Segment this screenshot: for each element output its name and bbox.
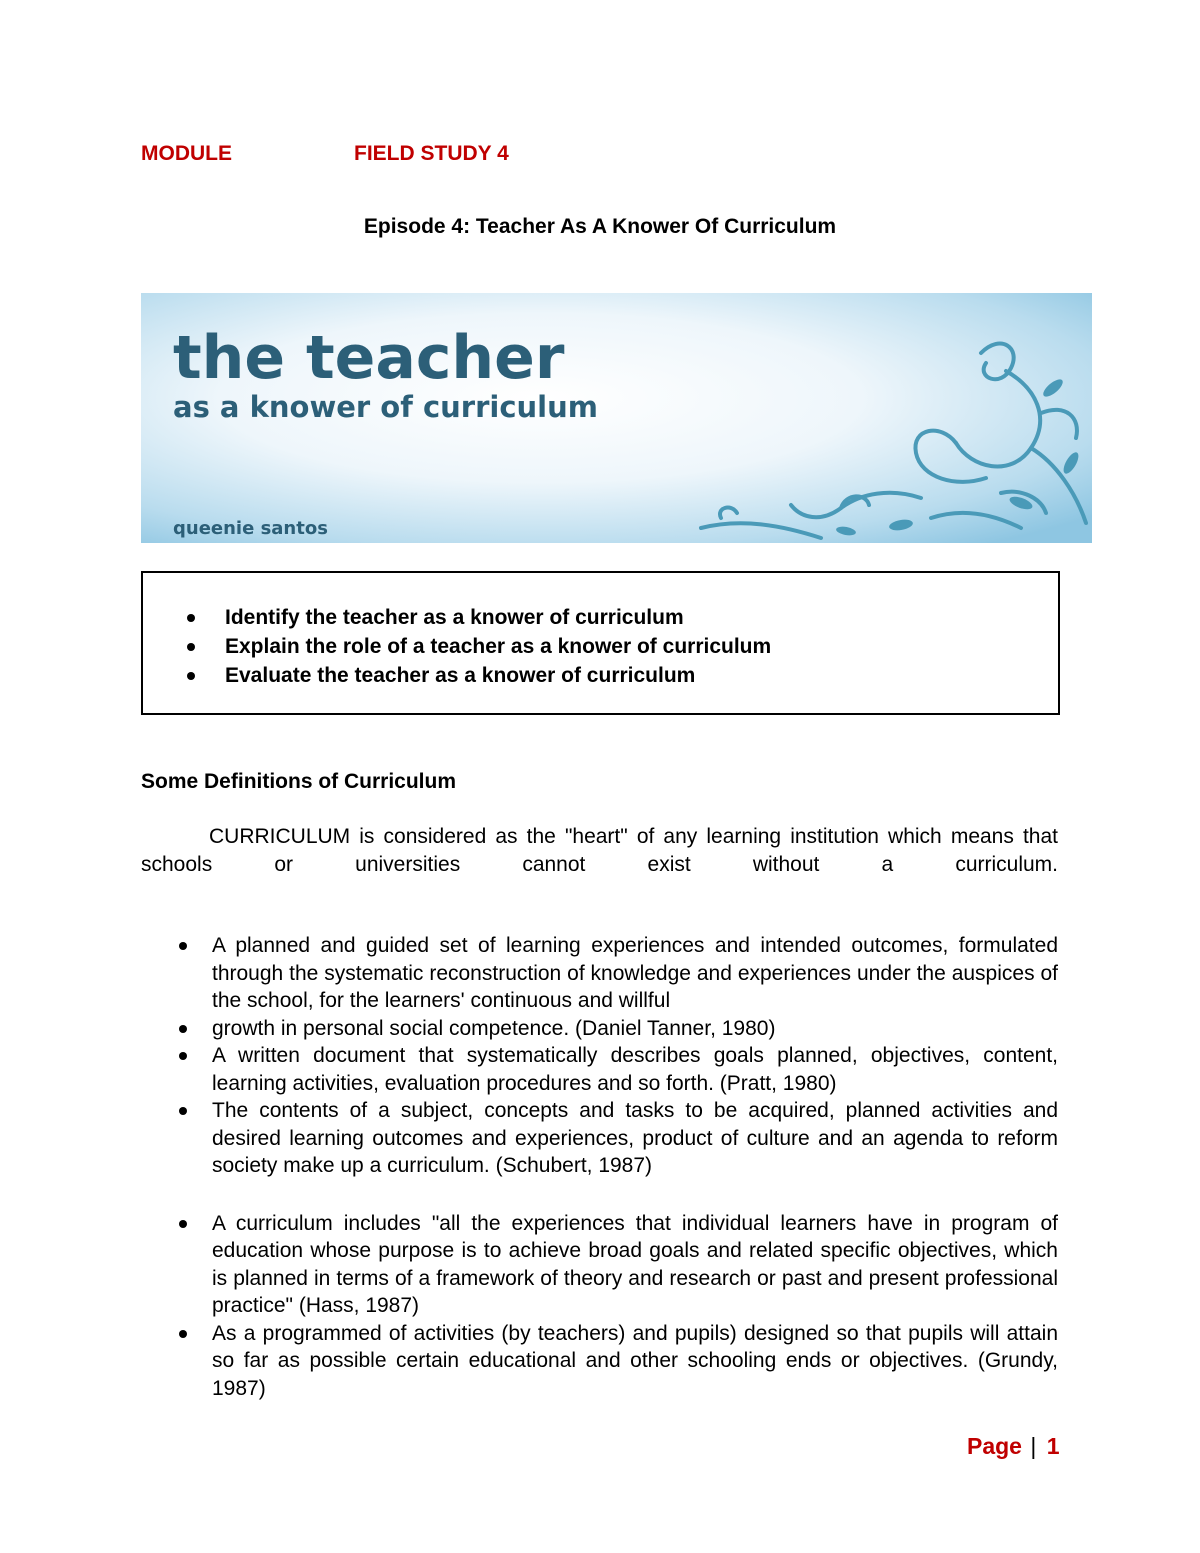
objectives-box bbox=[141, 571, 1060, 715]
definition-item bbox=[141, 1097, 1058, 1180]
definitions-list bbox=[141, 932, 1058, 1402]
banner-image bbox=[141, 293, 1092, 543]
bullet-icon bbox=[179, 1220, 187, 1228]
page-number: 1 bbox=[1046, 1433, 1060, 1459]
bullet-icon bbox=[179, 1107, 187, 1115]
section-heading: Some Definitions of Curriculum bbox=[141, 770, 457, 793]
objective-text: Explain the role of a teacher as a knower of curriculum bbox=[225, 635, 772, 658]
definition-text: As a programmed of activities (by teachers) and pupils) designed so that pupils will attain so far as possible certain educational and other schooling ends or objectives. (Grundy, 1987) bbox=[212, 1321, 1058, 1400]
banner-subtitle: as a knower of curriculum bbox=[173, 390, 598, 424]
objective-text: Evaluate the teacher as a knower of curriculum bbox=[225, 664, 696, 687]
banner-title: the teacher bbox=[173, 323, 565, 393]
objective-item bbox=[187, 632, 771, 661]
definition-text: A planned and guided set of learning experiences and intended outcomes, formulated through the systematic reconstruction of knowledge and experiences under the auspices of the school, for the learners' continuous and willful bbox=[212, 934, 1058, 1012]
definition-item bbox=[141, 1210, 1058, 1320]
bullet-icon bbox=[187, 672, 195, 680]
module-label: MODULE bbox=[141, 142, 232, 165]
definition-item bbox=[141, 932, 1058, 1015]
definition-text: The contents of a subject, concepts and tasks to be acquired, planned activities and desired learning outcomes and experiences, product of culture and an agenda to reform society make up a curriculum. (Schubert, 1987) bbox=[212, 1099, 1058, 1177]
bullet-icon bbox=[179, 1330, 187, 1338]
banner-author: queenie santos bbox=[173, 518, 328, 539]
bullet-icon bbox=[187, 614, 195, 622]
intro-paragraph bbox=[141, 823, 1058, 879]
episode-title: Episode 4: Teacher As A Knower Of Curriculum bbox=[363, 215, 837, 238]
bullet-icon bbox=[179, 1025, 187, 1033]
definition-item bbox=[141, 1320, 1058, 1403]
definition-item bbox=[141, 1015, 1058, 1043]
intro-text: CURRICULUM is considered as the "heart" of any learning institution which means that schools or universities cannot exist without a curriculum. bbox=[141, 825, 1058, 876]
bullet-icon bbox=[179, 1052, 187, 1060]
definition-text: A curriculum includes "all the experiences that individual learners have in program of education whose purpose is to achieve broad goals and related specific objectives, which is planned in terms of a framework of theory and research or past and present professional practice" (Hass, 1987) bbox=[212, 1211, 1058, 1317]
page-label: Page bbox=[967, 1433, 1022, 1459]
objectives-list bbox=[187, 603, 771, 690]
objective-item bbox=[187, 661, 771, 690]
bullet-icon bbox=[179, 942, 187, 950]
definition-text: A written document that systematically describes goals planned, objectives, content, learning activities, evaluation procedures and so forth. (Pratt, 1980) bbox=[212, 1044, 1058, 1095]
page-number-footer bbox=[967, 1433, 1060, 1460]
objective-text: Identify the teacher as a knower of curriculum bbox=[225, 606, 684, 629]
definition-item bbox=[141, 1042, 1058, 1097]
page-separator: | bbox=[1030, 1433, 1037, 1459]
bullet-icon bbox=[187, 643, 195, 651]
definition-text: growth in personal social competence. (Daniel Tanner, 1980) bbox=[212, 1016, 776, 1040]
course-label: FIELD STUDY 4 bbox=[354, 142, 509, 165]
objective-item bbox=[187, 603, 771, 632]
